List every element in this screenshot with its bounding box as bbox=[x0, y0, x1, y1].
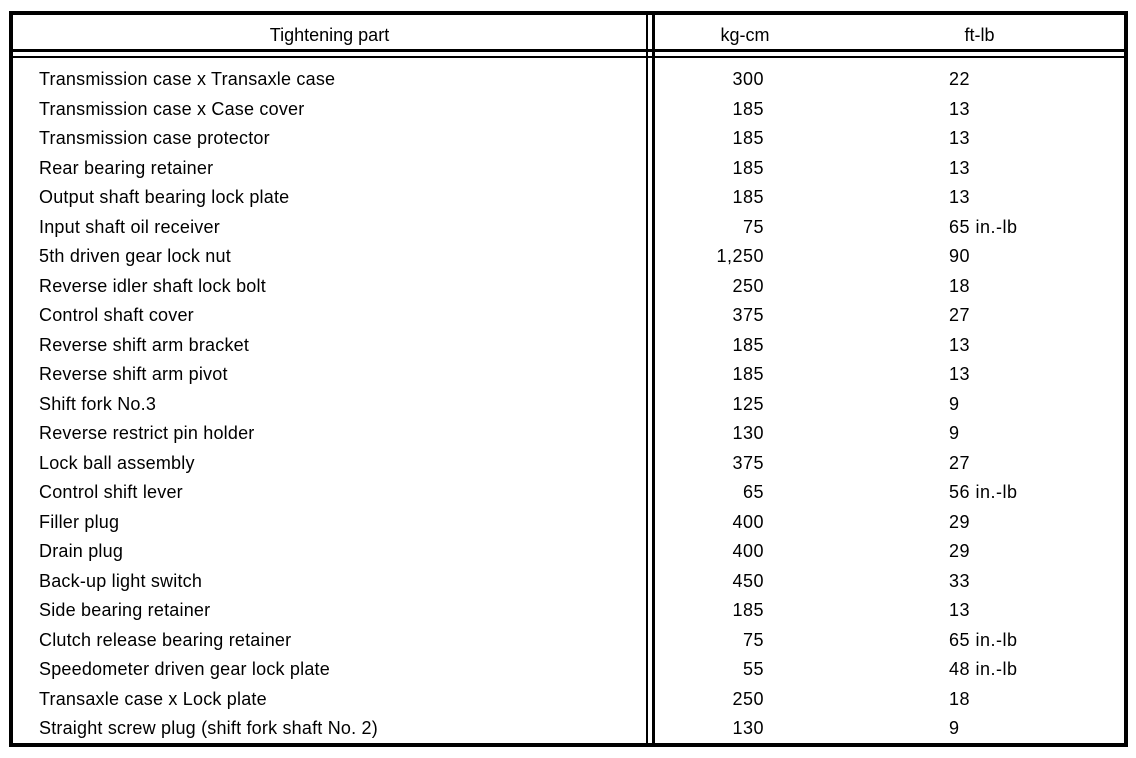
table-row bbox=[13, 360, 1124, 390]
table-row bbox=[13, 301, 1124, 331]
table-row bbox=[13, 596, 1124, 626]
ft-lb-cell: 9 bbox=[949, 393, 960, 414]
table-row bbox=[13, 508, 1124, 538]
ft-lb-cell: 18 bbox=[949, 275, 971, 296]
kg-cm-cell: 185 bbox=[732, 157, 764, 178]
kg-cm-cell: 375 bbox=[732, 452, 764, 473]
ft-lb-cell: 48 in.-lb bbox=[949, 659, 1018, 679]
kg-cm-cell: 250 bbox=[732, 688, 764, 709]
table-row bbox=[13, 242, 1124, 272]
ft-lb-cell: 9 bbox=[949, 423, 960, 443]
ft-lb-cell: 13 bbox=[949, 157, 971, 178]
tightening-part-cell: Reverse restrict pin holder bbox=[39, 423, 255, 443]
ft-lb-cell: 65 in.-lb bbox=[949, 629, 1018, 650]
table-row bbox=[13, 537, 1124, 567]
kg-cm-cell: 130 bbox=[732, 718, 764, 738]
ft-lb-cell: 27 bbox=[949, 452, 971, 473]
table-row bbox=[13, 655, 1124, 685]
kg-cm-cell: 1,250 bbox=[716, 246, 764, 266]
ft-lb-cell: 33 bbox=[949, 570, 971, 591]
ft-lb-cell: 22 bbox=[949, 69, 971, 89]
kg-cm-cell: 55 bbox=[742, 659, 764, 679]
table-row bbox=[13, 567, 1124, 597]
tightening-part-cell: Side bearing retainer bbox=[39, 600, 211, 620]
kg-cm-cell: 250 bbox=[732, 275, 764, 296]
ft-lb-cell: 29 bbox=[949, 511, 971, 532]
tightening-part-cell: Filler plug bbox=[39, 511, 120, 532]
tightening-part-cell: Reverse shift arm bracket bbox=[39, 334, 250, 355]
ft-lb-cell: 29 bbox=[949, 541, 971, 561]
tightening-part-cell: Straight screw plug (shift fork shaft No. 2) bbox=[39, 718, 378, 738]
tightening-part-cell: Transmission case x Transaxle case bbox=[39, 69, 336, 89]
kg-cm-cell: 185 bbox=[732, 98, 764, 119]
ft-lb-cell: 13 bbox=[949, 334, 971, 355]
tightening-part-cell: Output shaft bearing lock plate bbox=[39, 187, 290, 207]
ft-lb-cell: 90 bbox=[949, 246, 971, 266]
table-row bbox=[13, 272, 1124, 302]
tightening-part-cell: Transmission case protector bbox=[39, 128, 270, 148]
tightening-part-cell: Control shaft cover bbox=[39, 305, 194, 325]
tightening-part-cell: Reverse shift arm pivot bbox=[39, 364, 228, 384]
table-row bbox=[13, 685, 1124, 715]
table-row bbox=[13, 95, 1124, 125]
table-row bbox=[13, 154, 1124, 184]
table-row bbox=[13, 478, 1124, 508]
table-body bbox=[13, 65, 1124, 744]
tightening-part-cell: Shift fork No.3 bbox=[39, 393, 157, 414]
table-row bbox=[13, 419, 1124, 449]
kg-cm-cell: 130 bbox=[732, 423, 764, 443]
tightening-part-cell: Reverse idler shaft lock bolt bbox=[39, 275, 266, 296]
table-row bbox=[13, 331, 1124, 361]
table-row bbox=[13, 449, 1124, 479]
ft-lb-cell: 65 in.-lb bbox=[949, 216, 1018, 237]
table-row bbox=[13, 390, 1124, 420]
header-tightening-part: Tightening part bbox=[269, 25, 390, 45]
kg-cm-cell: 125 bbox=[732, 393, 764, 414]
tightening-part-cell: Drain plug bbox=[39, 541, 124, 561]
tightening-part-cell: Clutch release bearing retainer bbox=[39, 629, 292, 650]
ft-lb-cell: 56 in.-lb bbox=[949, 482, 1018, 502]
ft-lb-cell: 13 bbox=[949, 364, 971, 384]
ft-lb-cell: 13 bbox=[949, 98, 971, 119]
table-row bbox=[13, 124, 1124, 154]
tightening-part-cell: Control shift lever bbox=[39, 482, 183, 502]
tightening-part-cell: Input shaft oil receiver bbox=[39, 216, 220, 237]
table-row bbox=[13, 213, 1124, 243]
kg-cm-cell: 75 bbox=[742, 216, 764, 237]
ft-lb-cell: 18 bbox=[949, 688, 971, 709]
kg-cm-cell: 450 bbox=[732, 570, 764, 591]
kg-cm-cell: 75 bbox=[742, 629, 764, 650]
header-kg-cm: kg-cm bbox=[720, 25, 770, 45]
kg-cm-cell: 185 bbox=[732, 187, 764, 207]
tightening-part-cell: Speedometer driven gear lock plate bbox=[39, 659, 330, 679]
ft-lb-cell: 27 bbox=[949, 305, 971, 325]
tightening-part-cell: Transaxle case x Lock plate bbox=[39, 688, 267, 709]
ft-lb-cell: 13 bbox=[949, 128, 971, 148]
table-row bbox=[13, 626, 1124, 656]
tightening-part-cell: Rear bearing retainer bbox=[39, 157, 214, 178]
kg-cm-cell: 300 bbox=[732, 69, 764, 89]
kg-cm-cell: 375 bbox=[732, 305, 764, 325]
ft-lb-cell: 13 bbox=[949, 187, 971, 207]
kg-cm-cell: 400 bbox=[732, 511, 764, 532]
table-row bbox=[13, 714, 1124, 744]
kg-cm-cell: 185 bbox=[732, 600, 764, 620]
table-header-row bbox=[13, 15, 1124, 52]
kg-cm-cell: 185 bbox=[732, 128, 764, 148]
kg-cm-cell: 400 bbox=[732, 541, 764, 561]
tightening-part-cell: Transmission case x Case cover bbox=[39, 98, 305, 119]
table-row bbox=[13, 65, 1124, 95]
header-ft-lb: ft-lb bbox=[964, 25, 995, 45]
tightening-part-cell: Back-up light switch bbox=[39, 570, 203, 591]
ft-lb-cell: 13 bbox=[949, 600, 971, 620]
table-row bbox=[13, 183, 1124, 213]
kg-cm-cell: 65 bbox=[742, 482, 764, 502]
kg-cm-cell: 185 bbox=[732, 334, 764, 355]
torque-spec-table bbox=[9, 11, 1128, 747]
ft-lb-cell: 9 bbox=[949, 718, 960, 738]
tightening-part-cell: Lock ball assembly bbox=[39, 452, 195, 473]
header-double-rule bbox=[13, 56, 1124, 58]
kg-cm-cell: 185 bbox=[732, 364, 764, 384]
tightening-part-cell: 5th driven gear lock nut bbox=[39, 246, 231, 266]
